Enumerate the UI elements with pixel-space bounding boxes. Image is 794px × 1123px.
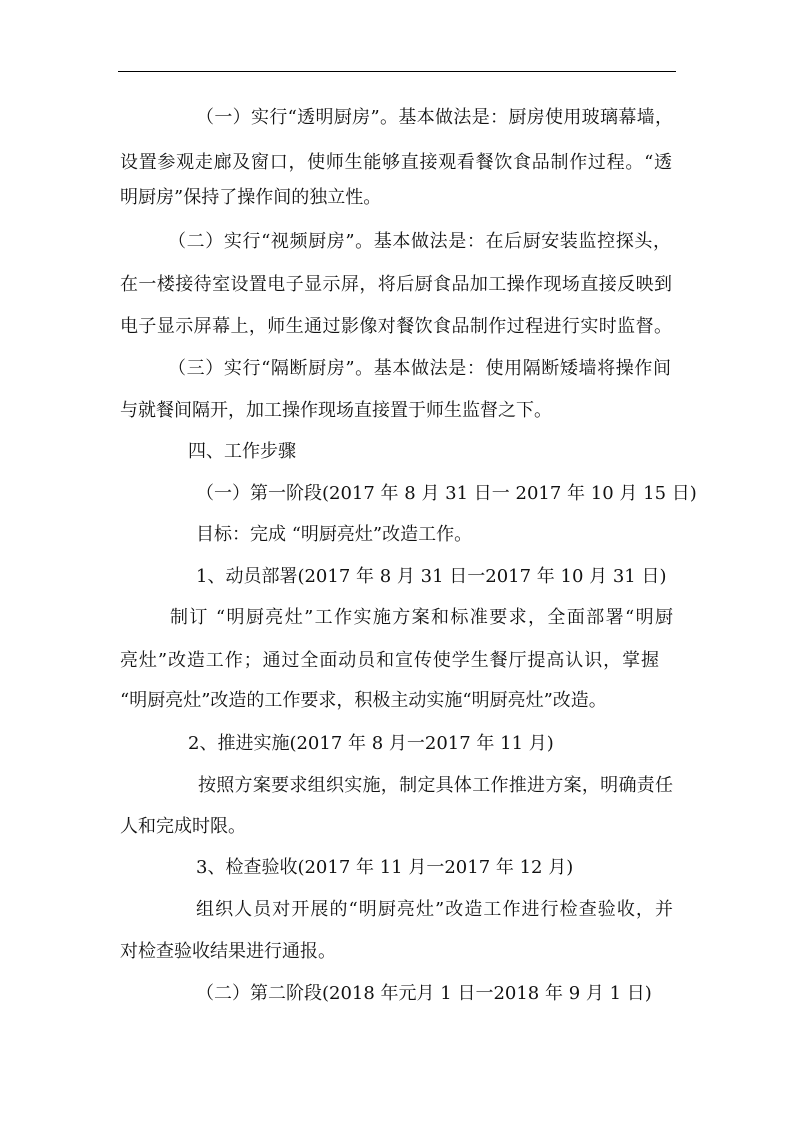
section-heading: 四、工作步骤 — [188, 441, 296, 462]
paragraph-line: 在一楼接待室设置电子显示屏，将后厨食品加工操作现场直接反映到 — [120, 274, 672, 295]
paragraph-line: “明厨亮灶”改造的工作要求，积极主动实施“明厨亮灶”改造。 — [120, 690, 607, 711]
header-rule — [118, 71, 676, 72]
paragraph-line: 设置参观走廊及窗口，使师生能够直接观看餐饮食品制作过程。“透 — [120, 152, 672, 173]
step-heading: 3、检查验收(2017 年 11 月一2017 年 12 月) — [196, 857, 574, 878]
step-heading: 1、动员部署(2017 年 8 月 31 日一2017 年 10 月 31 日) — [196, 566, 667, 587]
step-heading: 2、推进实施(2017 年 8 月一2017 年 11 月) — [188, 733, 554, 754]
paragraph-line: 制订 “明厨亮灶”工作实施方案和标准要求，全面部署“明厨 — [170, 607, 673, 628]
paragraph-line: 按照方案要求组织实施，制定具体工作推进方案，明确责任 — [198, 775, 673, 796]
paragraph-line: 组织人员对开展的“明厨亮灶”改造工作进行检查验收，并 — [196, 899, 673, 920]
paragraph-line: （二）实行“视频厨房”。基本做法是：在后厨安装监控探头， — [168, 231, 671, 252]
subsection-heading: （一）第一阶段(2017 年 8 月 31 日一 2017 年 10 月 15 日) — [196, 483, 697, 504]
paragraph-line: （三）实行“隔断厨房”。基本做法是：使用隔断矮墙将操作间 — [168, 358, 671, 379]
paragraph-line: 人和完成时限。 — [120, 816, 246, 837]
paragraph-line: 电子显示屏幕上，师生通过影像对餐饮食品制作过程进行实时监督。 — [120, 316, 672, 337]
paragraph-line: 对检查验收结果进行通报。 — [120, 941, 336, 962]
paragraph-line: 与就餐间隔开，加工操作现场直接置于师生监督之下。 — [120, 400, 552, 421]
paragraph-line: 亮灶”改造工作；通过全面动员和宣传使学生餐厅提高认识，掌握 — [120, 650, 659, 671]
subsection-heading: （二）第二阶段(2018 年元月 1 日一2018 年 9 月 1 日) — [196, 983, 652, 1004]
paragraph-line: （一）实行“透明厨房”。基本做法是：厨房使用玻璃幕墙， — [196, 107, 673, 128]
paragraph-line: 明厨房”保持了操作间的独立性。 — [120, 187, 382, 208]
paragraph-line: 目标：完成 “明厨亮灶”改造工作。 — [196, 524, 473, 545]
